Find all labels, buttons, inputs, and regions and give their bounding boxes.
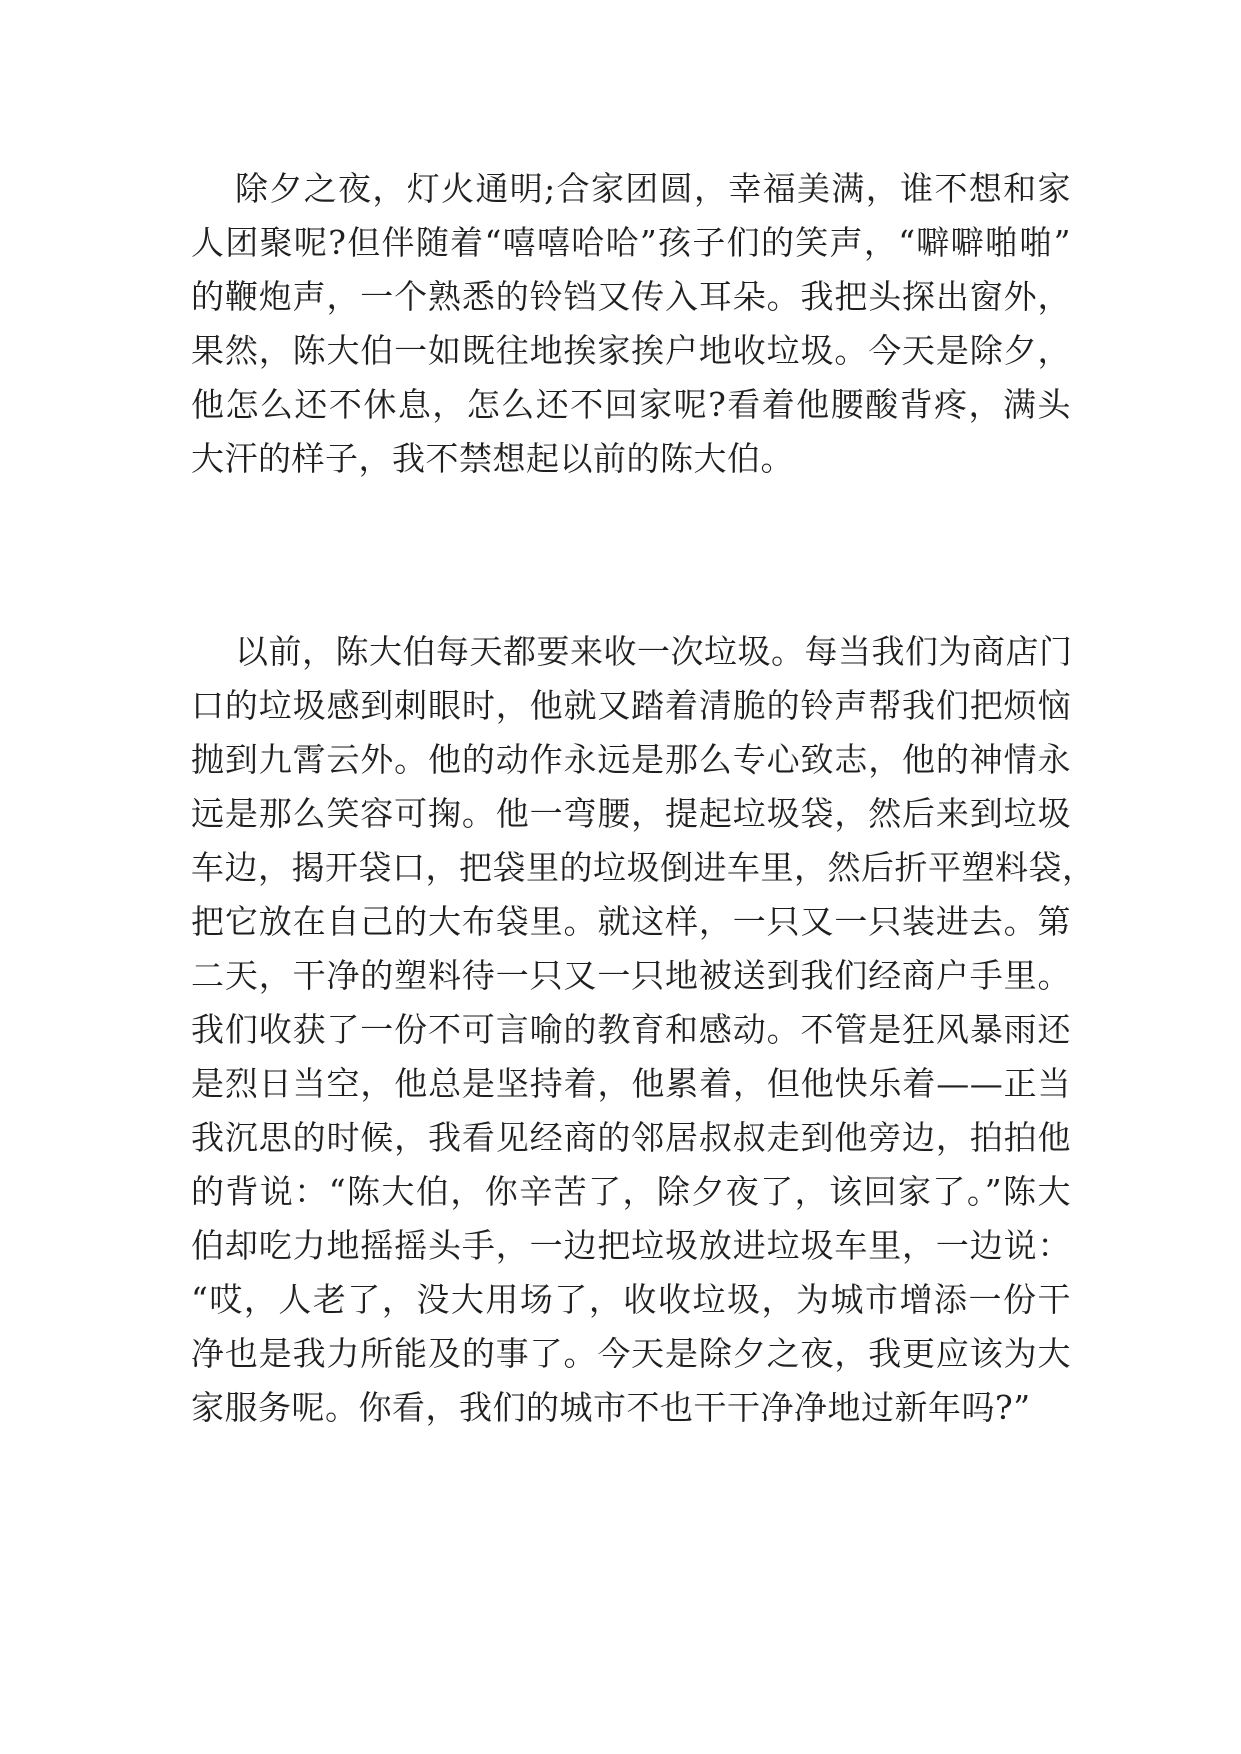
paragraph-line: 我沉思的时候，我看见经商的邻居叔叔走到他旁边，拍拍他: [191, 1118, 1071, 1157]
paragraph-line: 口的垃圾感到刺眼时，他就又踏着清脆的铃声帮我们把烦恼: [191, 686, 1071, 725]
paragraph-line: 抛到九霄云外。他的动作永远是那么专心致志，他的神情永: [191, 740, 1071, 779]
paragraph-line: 的背说：“陈大伯，你辛苦了，除夕夜了，该回家了。”陈大: [191, 1172, 1071, 1211]
paragraph-line: 车边，揭开袋口，把袋里的垃圾倒进车里，然后折平塑料袋，: [191, 848, 1096, 887]
paragraph-line: 果然，陈大伯一如既往地挨家挨户地收垃圾。今天是除夕，: [191, 331, 1071, 370]
paragraph-line: 人团聚呢?但伴随着“嘻嘻哈哈”孩子们的笑声，“噼噼啪啪”: [191, 223, 1071, 262]
paragraph-line: 以前，陈大伯每天都要来收一次垃圾。每当我们为商店门: [235, 632, 1073, 671]
paragraph-line: 是烈日当空，他总是坚持着，他累着，但他快乐着——正当: [191, 1064, 1071, 1103]
paragraph-line: 伯却吃力地摇摇头手，一边把垃圾放进垃圾车里，一边说：: [191, 1226, 1071, 1265]
paragraph-line: 远是那么笑容可掬。他一弯腰，提起垃圾袋，然后来到垃圾: [191, 794, 1071, 833]
paragraph-line: 家服务呢。你看，我们的城市不也干干净净地过新年吗?”: [191, 1388, 1031, 1427]
paragraph-1: [191, 162, 1071, 486]
paragraph-line: 除夕之夜，灯火通明;合家团圆，幸福美满，谁不想和家: [235, 169, 1071, 208]
paragraph-line: 我们收获了一份不可言喻的教育和感动。不管是狂风暴雨还: [191, 1010, 1071, 1049]
paragraph-2: [191, 625, 1096, 1435]
paragraph-line: “哎，人老了，没大用场了，收收垃圾，为城市增添一份干: [191, 1280, 1071, 1319]
paragraph-line: 把它放在自己的大布袋里。就这样，一只又一只装进去。第: [191, 902, 1071, 941]
paragraph-line: 他怎么还不休息，怎么还不回家呢?看着他腰酸背疼，满头: [191, 385, 1071, 424]
paragraph-line: 大汗的样子，我不禁想起以前的陈大伯。: [191, 439, 794, 478]
paragraph-line: 净也是我力所能及的事了。今天是除夕之夜，我更应该为大: [191, 1334, 1071, 1373]
paragraph-line: 二天，干净的塑料待一只又一只地被送到我们经商户手里。: [191, 956, 1071, 995]
paragraph-line: 的鞭炮声，一个熟悉的铃铛又传入耳朵。我把头探出窗外，: [191, 277, 1071, 316]
